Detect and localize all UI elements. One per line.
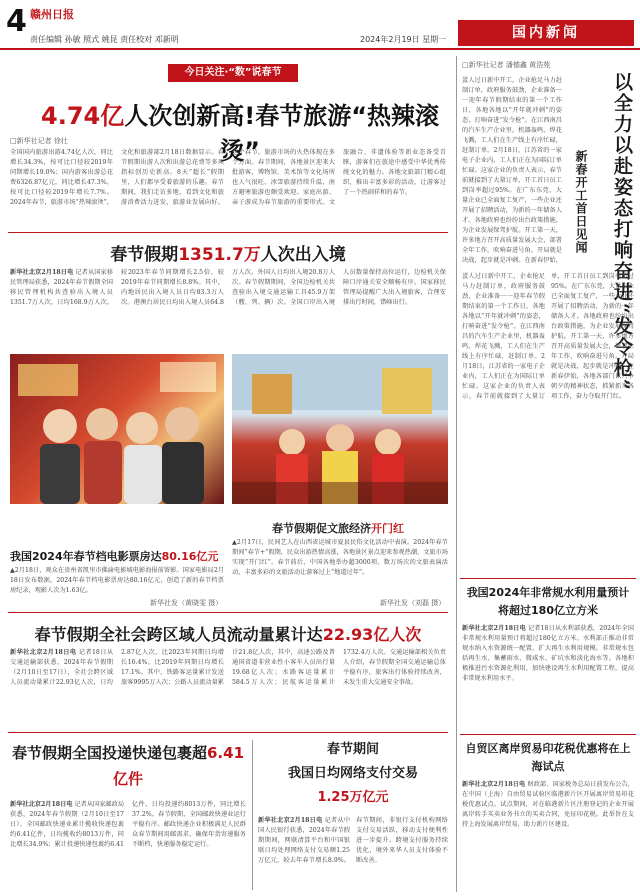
issue-date: 2024年2月19日 星期一 xyxy=(360,35,447,44)
story-headline: 春节期间 我国日均网络支付交易 1.25万亿元 xyxy=(287,742,418,805)
rail-headline: 以全力以赴姿态打响奋进“发令枪” xyxy=(611,72,633,392)
rail-body-upper: 蛋人过日新中开工，企业抢足马力赶制订单，政府服务鼓劲，企业准备一一迎年春节假期结束的第一个工作日，各地各地以“开年就冲刺”的姿态，打响奋进“发令枪”。在江西南昌的汽车生产企业里，机器轰鸣、焊花飞溅，工人们在生产线上有序忙碌，赶制订单。2月18日，江苏省的一家电子企业内，工人们正在为国际订单忙碌。这家企业的负责人表示，春节前就接到了大量订单，开工首日员工到岗率超过95%。在广东东莞，大量企业已全面复工复产，一些企业还开展了招聘活动，为新的一年储备人才。各地政府也纷纷出台政策措施，为企业发展保驾护航。开工第一天，许多地方召开高质量发展大会，部署全年工作，吹响奋进号角。开局就是决战，起步就是冲刺。在新春伊始， xyxy=(462,77,562,264)
rail-subhead: 新春开工首日见闻 xyxy=(574,150,588,254)
divider xyxy=(8,732,448,733)
paper-name: 赣州日报 xyxy=(30,8,74,21)
divider xyxy=(8,232,448,233)
story-headline: 春节假期全社会跨区域人员流动量累计达22.93亿人次 xyxy=(34,625,422,644)
movie-audience-photo xyxy=(10,354,224,504)
story-body: 新华社北京2月18日电 记者18日从交通运输部获悉，2024年春节假期（2月10日至17日），全社会跨区域人员流动量累计22.93亿人次，日均2.87亿人次，比2023年同期日均增长16.4%，比2019年同期日均增长17.1%。其中，铁路客运量累计发送旅客9995万人次；公路人员流动量累计21.8亿人次，其中，高速公路及普通国省道非营业性小客车人员出行量19.68亿人次；水路客运量累计584.5万人次；民航客运量累计1732.4万人次。交通运输部相关负责人介绍，春节假期全国交通运输总体平稳有序，旅客出行体验持续改善，未发生重大交通安全事故。 xyxy=(10,649,446,686)
performance-photo-illustration xyxy=(232,354,448,504)
rail-divider xyxy=(456,56,457,892)
story-headline: 春节假期1351.7万人次出入境 xyxy=(110,245,346,265)
rail-story-headline: 我国2024年非常规水利用量预计将超过180亿立方米 xyxy=(466,586,630,617)
photo-caption-title-2: 春节假期促文旅经济开门红 xyxy=(272,522,404,535)
page-number: 4 xyxy=(6,4,27,39)
column-divider xyxy=(252,740,253,890)
lead-byline: □新华社记者 徐壮 xyxy=(10,137,68,145)
rail-story-headline: 自贸区离岸贸易印花税优惠将在上海试点 xyxy=(465,742,631,773)
rail-byline: □新华社记者 潘德鑫 黄浩苑 xyxy=(462,61,551,69)
rail-story-body: 新华社北京2月18日电 记者18日从水利部获悉，2024年全国非常规水利用量预计将超过180亿立方米。水利部正推动非常规水纳入水资源统一配置，扩大再生水利用规模。非常规水包括再生水、集蓄雨水、微咸水、矿坑水和淡化海水等。各地积极推进污水资源化利用，加快建设再生水利用配置工程，提高非常规水利用水平。 xyxy=(462,625,634,682)
divider xyxy=(460,734,636,735)
story-headline: 春节假期全国投递快递包裹超6.41亿件 xyxy=(11,744,245,788)
rail-story-body: 新华社北京2月18日电 财政部、国家税务总局日前发布公告，在中国（上海）自由贸易试验区临港新片区开展离岸贸易印花税优惠试点。试点期间，对在临港新片区注册登记的企业开展离岸转手买卖业务书立的买卖合同，免征印花税。此举旨在支持上海发展离岸贸易，助力新片区建设。 xyxy=(462,781,634,828)
divider xyxy=(8,612,448,613)
story-body: 新华社北京2月18日电 记者从国家移民管理局获悉，2024年春节假期全国移民管理机构共查验出入境人员1351.7万人次，日均168.9万人次。较2023年春节同期增长2.5倍，较2019年春节同期增长8.8%。其中，内地居民出入境人员日均83.3万人次。港澳台居民日均出入境人员64.8万人次。外国人日均出入境20.8万人次。春节假期期间，全国边检机关共查验出入境交通运输工具45.9万架（艘、列、辆）次。全国口岸出入境人员数量保持高位运行，边检机关保障口岸通关安全顺畅有序。国家移民管理局提醒广大出入境旅客，合理安排出行时间，错峰出行。 xyxy=(10,269,446,306)
folk-performance-photo xyxy=(232,354,448,504)
topic-tag: 今日关注·“数”说春节 xyxy=(168,64,298,82)
story-body: 新华社北京2月18日电 记者从中国人民银行获悉，2024年春节假期期间，网联清算平台和中国银联日均处理网络支付交易额1.25万亿元，较去年春节增长8.9%。春节期间，非银行支付机构网络支付交易活跃，移动支付便利性进一步提升。跨境支付服务持续优化，境外来华人员支付体验不断改善。 xyxy=(258,817,448,864)
lead-headline-number: 4.74亿 xyxy=(41,102,125,130)
divider xyxy=(460,578,636,579)
section-title: 国内新闻 xyxy=(458,20,634,46)
movie-photo-illustration xyxy=(10,354,224,504)
photo-caption-2: ▲2月17日，民间艺人在山西省运城市夏县民俗文化活动中表演。2024年春节期间“春节+”假期，民众出游热情高涨，各地景区景点迎来参观热潮，文旅市场实现“开门红”。春节前后，中国各地举办超3000项、数万场次的文旅表演活动，丰富多彩的文旅活动让游客过上“地道过年”。 xyxy=(232,539,448,576)
masthead xyxy=(0,0,640,46)
photo-caption-1: ▲2月18日，观众在贵州省凯里市佛渝电影城电影海报前留影。国家电影局2月18日发布数据，2024年春节档电影票房达80.16亿元，创造了新的春节档票房纪录，观影人次为1.63亿。 xyxy=(10,567,224,594)
photo-credit-1: 新华社发（黄晓雯 摄） xyxy=(150,599,223,607)
lead-body: 全国国内旅游出游4.74亿人次，同比增长34.3%，按可比口径较2019年同期增长19.0%；国内游客出游总花费6326.87亿元，同比增长47.3%，按可比口径较2019年增长7.7%。2024年春节，旅游市场“热辣滚烫”，文化和旅游部2月18日数据显示。春节假期出游人次和出游总花费等多项指标创历史新高。8天“超长”假期里，人们都享受着旅游的乐趣。春节期间，我们走访多地，看到文化和旅游消费活力迸发，旅游业发展向好。这个春节，旅游市场的火热体现在多个方面。春节期间，各地景区迎来大批游客，博物馆、美术馆等文化场所也人气很旺。冰雪旅游持续升温，南方避寒旅游也颇受欢迎。家庭出游、亲子游成为春节旅游的重要形式。文旅融合、非遗体验等新业态备受青睐，游客们在旅途中感受中华优秀传统文化的魅力。各地文旅部门精心组织，推出丰富多彩的活动，让游客过了一个热闹祥和的春节。 xyxy=(10,149,446,206)
staff-credits: 责任编辑 孙敏 照式 姚昆 责任校对 邓新明 xyxy=(30,35,179,44)
lead-headline-text: 人次创新高!春节旅游“热辣滚烫” xyxy=(124,102,439,165)
header-rule xyxy=(0,48,640,50)
story-body: 新华社北京2月18日电 记者从国家邮政局获悉，2024年春节假期（2月10日至17日），全国邮政快递业累计揽收快递包裹约6.41亿件，日均揽收约8013万件，同比增长34.9%；累计投递快递包裹约6.41亿件，日均投递约8013万件，同比增长37.2%。春节假期，全国邮政快递业运行平稳有序。邮政快递企业积极满足人民群众春节期间用邮需求，确保年货寄递服务不断档，快递服务稳定运行。 xyxy=(10,801,246,848)
photo-caption-title-1: 我国2024年春节档电影票房达80.16亿元 xyxy=(10,550,219,563)
rail-body-lower: 蛋人过日新中开工，企业抢足马力赶制订单，政府服务鼓劲，企业准备一一迎年春节假期结束的第一个工作日，各地各地以“开年就冲刺”的姿态，打响奋进“发令枪”。在江西南昌的汽车生产企业里，机器轰鸣、焊花飞溅，工人们在生产线上有序忙碌，赶制订单。2月18日，江苏省的一家电子企业内，工人们正在为国际订单忙碌。这家企业的负责人表示，春节前就接到了大量订单，开工首日员工到岗率超过95%。在广东东莞，大量企业已全面复工复产，一些企业还开展了招聘活动，为新的一年储备人才。各地政府也纷纷出台政策措施，为企业发展保驾护航。开工第一天，许多地方召开高质量发展大会，部署全年工作，吹响奋进号角。开局就是决战，起步就是冲刺。在新春伊始，各地各部门以只争朝夕的精神状态，抓紧抓实各项工作，奋力夺取开门红。 xyxy=(462,273,634,400)
photo-credit-2: 新华社发（刘磊 摄） xyxy=(380,599,446,607)
